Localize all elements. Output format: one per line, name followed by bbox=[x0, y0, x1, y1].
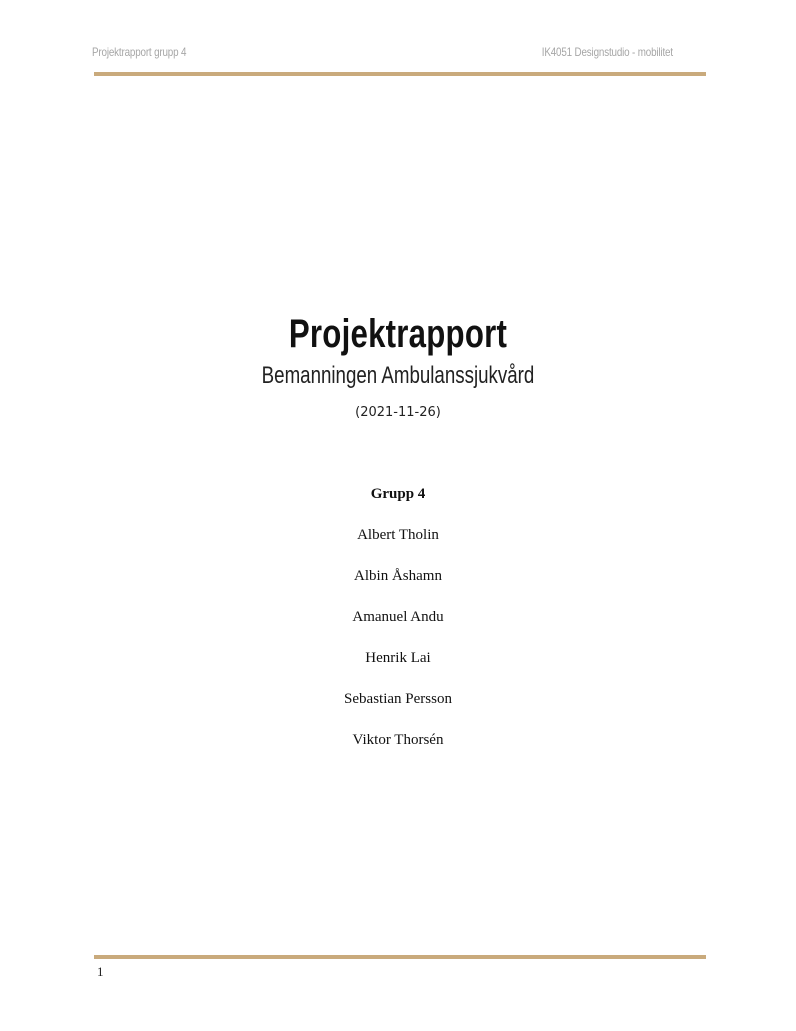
member-name: Henrik Lai bbox=[365, 650, 431, 666]
document-date: (2021-11-26) bbox=[355, 405, 441, 420]
group-name: Grupp 4 bbox=[370, 486, 426, 502]
page-number: 1 bbox=[97, 964, 104, 979]
document-title: Projektrapport bbox=[288, 312, 508, 356]
header-divider bbox=[94, 72, 706, 76]
member-name: Albert Tholin bbox=[357, 527, 439, 543]
document-subtitle: Bemanningen Ambulanssjukvård bbox=[261, 362, 535, 389]
group-members-block bbox=[0, 485, 796, 772]
member-name: Amanuel Andu bbox=[352, 609, 444, 625]
header-right-text: IK4051 Designstudio - mobilitet bbox=[541, 45, 673, 59]
footer-divider bbox=[94, 955, 706, 959]
member-name: Viktor Thorsén bbox=[352, 732, 444, 748]
member-name: Sebastian Persson bbox=[344, 691, 452, 707]
header-left-text: Projektrapport grupp 4 bbox=[92, 45, 187, 59]
member-name: Albin Åshamn bbox=[354, 568, 442, 584]
